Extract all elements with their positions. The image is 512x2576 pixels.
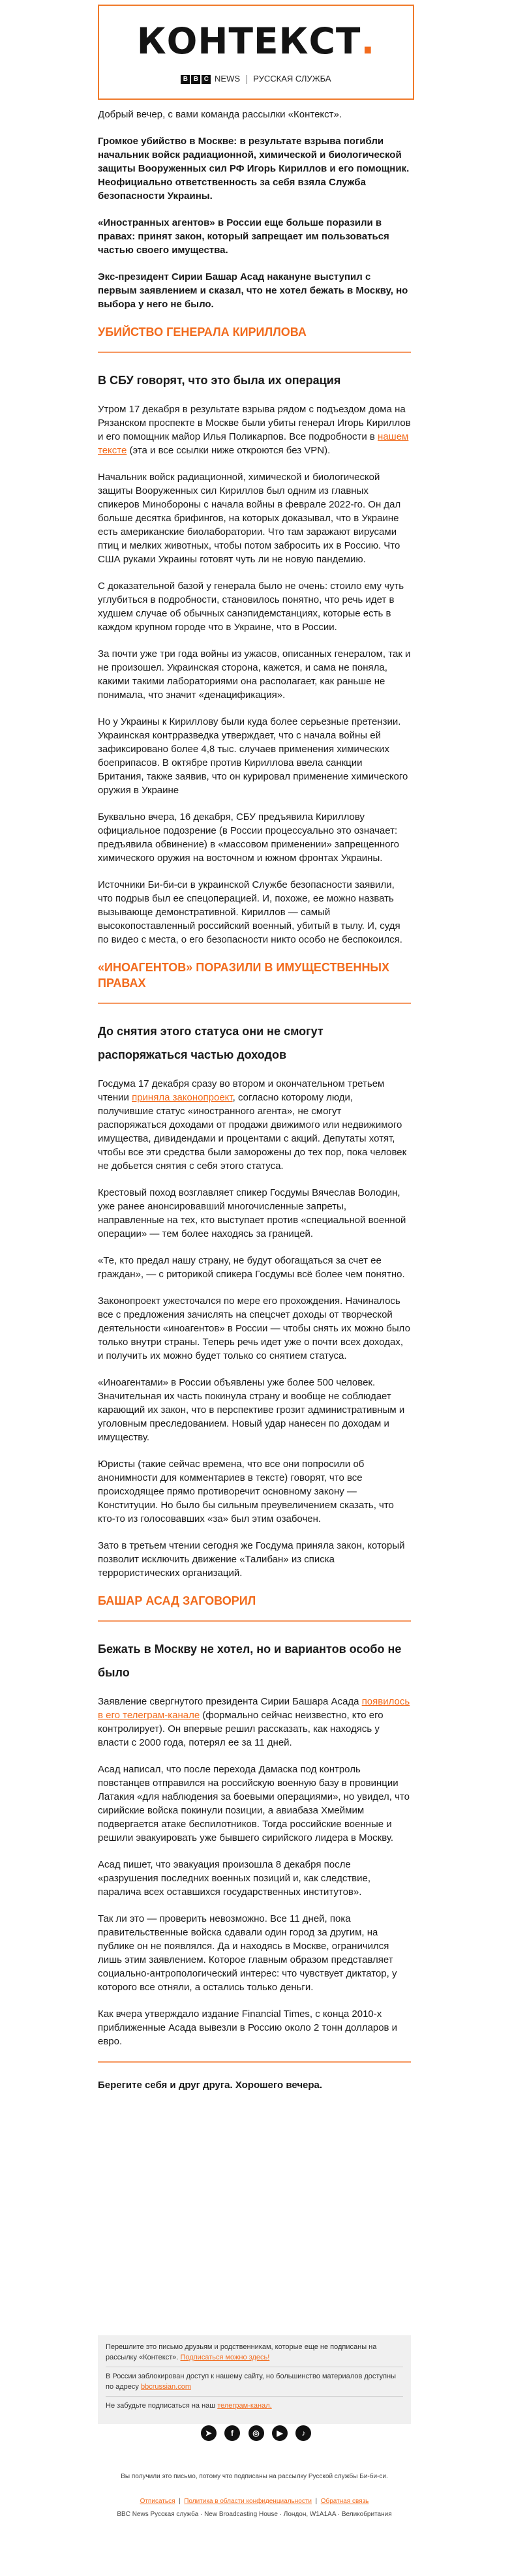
feedback-link[interactable]: Обратная связь xyxy=(320,2498,369,2505)
subscribe-link[interactable]: Подписаться можно здесь! xyxy=(180,2354,270,2361)
section-title-inoagents: «ИНОАГЕНТОВ» ПОРАЗИЛИ В ИМУЩЕСТВЕННЫХ ПРАВАХ xyxy=(98,961,390,990)
newsletter-header xyxy=(98,5,414,100)
blocked-note: В России заблокирован доступ к нашему сайту, но большинство материалов доступны по адресу bbcrussian.com xyxy=(106,2371,403,2397)
kontekst-logo: КОНТЕКСТ. xyxy=(136,20,376,62)
russian-service-label: РУССКАЯ СЛУЖБА xyxy=(253,74,331,83)
inoagents-paragraph-4: Законопроект ужесточался по мере его прохождения. Начиналось все с предложения зачислять на спецсчет доходы от творческой деятельности «иноагентов» в России — чтобы снять их можно было только внутри страны. Теперь речь идет уже о почти всех доходах, и получить их можно будет только со снятием статуса. xyxy=(98,1296,410,1361)
law-adopted-link[interactable]: приняла законопроект xyxy=(132,1092,233,1103)
kirillov-paragraph-4: За почти уже три года войны из ужасов, описанных генералом, так и не произошел. Украинская сторона, кажется, и сама не поняла, какими такими лабораториями она располагает, как раньше не понимала, что значит «денацификация». xyxy=(98,648,411,701)
subscription-info-box xyxy=(98,2335,411,2424)
mirror-site-link[interactable]: bbcrussian.com xyxy=(140,2383,192,2391)
kirillov-paragraph-2: Начальник войск радиационной, химической и биологической защиты Вооруженных сил Кириллов был одним из главных спикеров Минобороны с начала войны в феврале 2022-го. Он дал больше десятка брифингов, на которых доказывал, что в Украине есть американские биолаборатории. Что там заражают вирусами птиц и мелких животных, чтобы потом забросить их в Россию. Что США руками Украины готовят чуть ли не новую пандемию. xyxy=(98,472,401,565)
facebook-icon[interactable]: f xyxy=(224,2425,240,2441)
newsletter-body xyxy=(98,108,411,2105)
lead-summary-3: Экс-президент Сирии Башар Асад накануне выступил с первым заявлением и сказал, что не хотел бежать в Москву, но выбора у него не было. xyxy=(98,271,408,310)
telegram-channel-link[interactable]: появилось в его телеграм-канале xyxy=(98,1696,410,1721)
kirillov-paragraph-6: Буквально вчера, 16 декабря, СБУ предъявила Кириллову официальное подозрение (в России процессуально это означает: предъявила обвинение) в «массовом применении» запрещенного химического оружия на восточном и южном фронтах Украины. xyxy=(98,811,399,864)
inoagents-paragraph-2: Крестовый поход возглавляет спикер Госдумы Вячеслав Володин, уже ранее анонсировавший многочисленные запреты, направленные на тех, кто выступает против «специальной военной операции» — тем более находясь за границей. xyxy=(98,1187,406,1239)
kirillov-paragraph-7: Источники Би-би-си в украинской Службе безопасности заявили, что подрыв был ее спецоперацией. И, похоже, ее можно назвать вызывающе демонстративной. Кириллов — самый высокопоставленный российский военный, убитый в тылу. И, судя по видео с места, о его безопасности никто особо не беспокоился. xyxy=(98,879,402,945)
inoagents-paragraph-3: «Те, кто предал нашу страну, не будут обогащаться за счет ее граждан», — с риторикой спикера Госдумы всё более чем понятно. xyxy=(98,1255,405,1280)
bbc-news-label: NEWS xyxy=(215,74,241,83)
headline-inoagents: До снятия этого статуса они не смогут распоряжаться частью доходов xyxy=(98,1025,324,1061)
greeting: Добрый вечер, с вами команда рассылки «Контекст». xyxy=(98,109,342,120)
headline-assad: Бежать в Москву не хотел, но и вариантов особо не было xyxy=(98,1643,402,1679)
instagram-icon[interactable]: ◎ xyxy=(248,2425,264,2441)
section-divider xyxy=(98,352,411,353)
telegram-note: Не забудьте подписаться на наш телеграм-канал. xyxy=(106,2402,272,2410)
footer-address: BBC News Русская служба · New Broadcasting House · Лондон, W1A1AA · Великобритания xyxy=(117,2511,392,2518)
youtube-icon[interactable]: ▶ xyxy=(272,2425,288,2441)
inoagents-paragraph-1: Госдума 17 декабря сразу во втором и окончательном третьем чтении приняла законопроект, согласно которому люди, получившие статус «иностранного агента», не смогут распоряжаться доходами от продажи движимого или недвижимого имущества, дивидендами и процентами с акций. Депутаты хотят, чтобы все эти средства были заморожены до тех пор, пока человек не добьется снятия с себя этого статуса. xyxy=(98,1078,407,1172)
kirillov-paragraph-5: Но у Украины к Кириллову были куда более серьезные претензии. Украинская контрразведка утверждает, что с начала войны ей зафиксировано более 4,8 тыс. случаев применения химических боеприпасов. В октябре против Кириллова ввела санкции Британия, также заявив, что он курировал применение химического оружия в Украине xyxy=(98,716,408,796)
assad-paragraph-5: Как вчера утверждало издание Financial Times, с конца 2010-х приближенные Асада вывезли в Россию около 2 тонн долларов и евро. xyxy=(98,2008,398,2047)
section-divider xyxy=(98,1620,411,1622)
footer-links: Отписаться | Политика в области конфиденциальности | Обратная связь xyxy=(140,2498,369,2505)
lead-summary-1: Громкое убийство в Москве: в результате взрыва погибли начальник войск радиационной, химической и биологической защиты Вооруженных сил РФ Игорь Кириллов и его помощник. Неофициально ответственность за себя взяла Служба безопасности Украины. xyxy=(98,136,410,202)
section-title-kirillov: УБИЙСТВО ГЕНЕРАЛА КИРИЛЛОВА xyxy=(98,326,307,339)
lead-summary-2: «Иностранных агентов» в России еще больше поразили в правах: принят закон, который запрещает им пользоваться частью своего имущества. xyxy=(98,217,389,256)
telegram-icon[interactable]: ➤ xyxy=(201,2425,217,2441)
section-divider xyxy=(98,1003,411,1004)
headline-kirillov: В СБУ говорят, что это была их операция xyxy=(98,374,341,387)
section-title-assad: БАШАР АСАД ЗАГОВОРИЛ xyxy=(98,1594,256,1607)
closing-line: Берегите себя и друг друга. Хорошего вечера. xyxy=(98,2080,323,2091)
kirillov-paragraph-3: С доказательной базой у генерала было не очень: стоило ему чуть углубиться в подробности, становилось понятно, что речь идет в худшем случае об обычных санэпидемстанциях, которые есть в каждом крупном городе что в Украине, что в России. xyxy=(98,581,404,633)
assad-paragraph-1: Заявление свергнутого президента Сирии Башара Асада появилось в его телеграм-канале (формально сейчас неизвестно, кто его контролирует). Он впервые решил рассказать, как находясь у власти с 2000 года, потерял ее за 11 дней. xyxy=(98,1696,410,1748)
telegram-subscribe-link[interactable]: телеграм-канал. xyxy=(217,2402,272,2410)
inoagents-paragraph-5: «Иноагентами» в России объявлены уже более 500 человек. Значительная их часть покинула страну и вообще не соблюдает карающий их закон, что в перспективе грозит административным и уголовным преследованием. Новый удар нанесен по доходам и имуществу. xyxy=(98,1377,405,1443)
assad-paragraph-2: Асад написал, что после перехода Дамаска под контроль повстанцев отправился на российскую военную базу в провинции Латакия «для наблюдения за боевыми операциями», но увидел, что сирийские войска покинули позиции, а авиабаза Хмеймим подвергается атаке беспилотников. Тогда российские военные и решили эвакуировать уже бывшего сирийского лидера в Москву. xyxy=(98,1764,410,1843)
bbc-logo-letter-b1: B xyxy=(181,75,190,84)
tiktok-icon[interactable]: ♪ xyxy=(295,2425,311,2441)
footer-subscription-note: Вы получили это письмо, потому что подписаны на рассылку Русской службы Би-би-си. xyxy=(121,2473,388,2480)
unsubscribe-link[interactable]: Отписаться xyxy=(140,2498,175,2505)
assad-paragraph-3: Асад пишет, что эвакуация произошла 8 декабря после «разрушения последних военных позиций и, как следствие, паралича всех оставшихся государственных институтов». xyxy=(98,1859,371,1898)
forward-note: Перешлите это письмо друзьям и родственникам, которые еще не подписаны на рассылку «Контекст». Подписаться можно здесь! xyxy=(106,2342,403,2367)
bbc-logo-letter-c: C xyxy=(202,75,211,84)
bbc-logo-letter-b2: B xyxy=(191,75,200,84)
our-article-link[interactable]: нашем тексте xyxy=(98,431,409,456)
bbc-news-russian-line xyxy=(99,74,413,84)
social-icons-row xyxy=(0,2425,512,2441)
kirillov-paragraph-1: Утром 17 декабря в результате взрыва рядом с подъездом дома на Рязанском проспекте в Москве были убиты генерал Игорь Кириллов и его помощник майор Илья Поликарпов. Все подробности в нашем тексте (эта и все ссылки ниже откроются без VPN). xyxy=(98,404,411,456)
inoagents-paragraph-6: Юристы (такие сейчас времена, что все они попросили об анонимности для комментариев в тексте) говорят, что все происходящее прямо противоречит основному закону — Конституции. Но было бы сильным преувеличением сказать, что кто-то из голосовавших «за» был этим озабочен. xyxy=(98,1459,394,1524)
privacy-policy-link[interactable]: Политика в области конфиденциальности xyxy=(184,2498,312,2505)
inoagents-paragraph-7: Зато в третьем чтении сегодня же Госдума приняла закон, который позволит исключить движение «Талибан» из списка террористических организаций. xyxy=(98,1540,405,1579)
assad-paragraph-4: Так ли это — проверить невозможно. Все 11 дней, пока правительственные войска сдавали один город за другим, на публике он не появлялся. Да и находясь в Москве, ограничился лишь этим заявлением. Которое главным образом представляет социально-антропологический интерес: что чувствует диктатор, у которого все отняли, а остались только деньги. xyxy=(98,1913,397,1993)
section-divider xyxy=(98,2061,411,2063)
